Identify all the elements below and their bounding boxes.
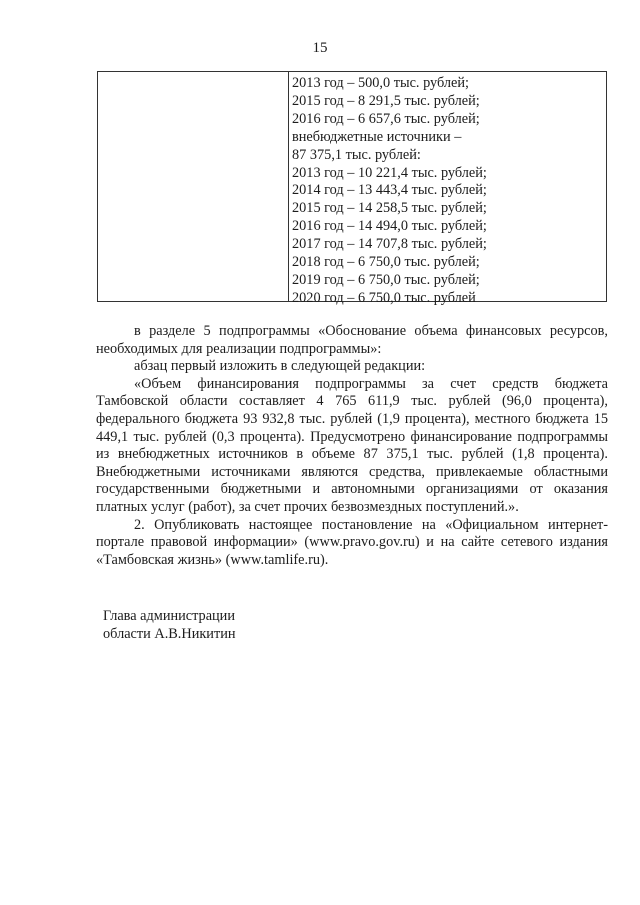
paragraph-first-abzac: абзац первый изложить в следующей редакции: [134, 358, 426, 375]
table-line: 2014 год – 13 443,4 тыс. рублей; [292, 182, 487, 199]
table-line: 2020 год – 6 750,0 тыс. рублей [292, 289, 476, 306]
paragraph-section-5: в разделе 5 подпрограммы «Обоснование объема финансовых ресурсов, необходимых для реализации подпрограммы»: [96, 323, 608, 357]
table-line: 2013 год – 500,0 тыс. рублей; [292, 75, 470, 91]
signature-name: области А.В.Никитин [103, 625, 236, 642]
table-line: 2015 год – 14 258,5 тыс. рублей; [292, 200, 487, 217]
table-line: внебюджетные источники – [292, 128, 462, 145]
table-line: 2018 год – 6 750,0 тыс. рублей; [292, 254, 480, 271]
body-text [96, 323, 608, 569]
table-line: 2017 год – 14 707,8 тыс. рублей; [292, 236, 487, 253]
table-line: 2016 год – 14 494,0 тыс. рублей; [292, 218, 487, 235]
table-left-cell [98, 72, 289, 301]
table-line: 2016 год – 6 657,6 тыс. рублей; [292, 110, 480, 127]
page-number: 15 [312, 40, 328, 56]
financing-table [97, 71, 607, 306]
signature-position: Глава администрации [103, 608, 235, 624]
table-line: 87 375,1 тыс. рублей: [292, 146, 421, 163]
signature-block [103, 608, 236, 643]
paragraph-publish: 2. Опубликовать настоящее постановление на «Официальном интернет-портале правовой информации» (www.pravo.gov.ru) и на сайте сетевого издания «Тамбовская жизнь» (www.tamlife.ru). [96, 516, 608, 568]
table-right-cell [289, 72, 606, 306]
table-line: 2019 год – 6 750,0 тыс. рублей; [292, 271, 480, 288]
table-line: 2013 год – 10 221,4 тыс. рублей; [292, 164, 487, 181]
paragraph-funding-volume: «Объем финансирования подпрограммы за счет средств бюджета Тамбовской области составляет 4 765 611,9 тыс. рублей (96,0 процента), федерального бюджета 93 932,8 тыс. рублей (1,9 процента), местного бюджета 15 449,1 тыс. рублей (0,3 процента). Предусмотрено финансирование подпрограммы из внебюджетных источников в объеме 87 375,1 тыс. рублей (1,8 процента). Внебюджетными источниками являются средства, привлекаемые областными государственными бюджетными и автономными организациями от оказания платных услуг (работ), за счет прочих безвозмездных поступлений.». [96, 375, 608, 515]
table-line: 2015 год – 8 291,5 тыс. рублей; [292, 92, 480, 109]
